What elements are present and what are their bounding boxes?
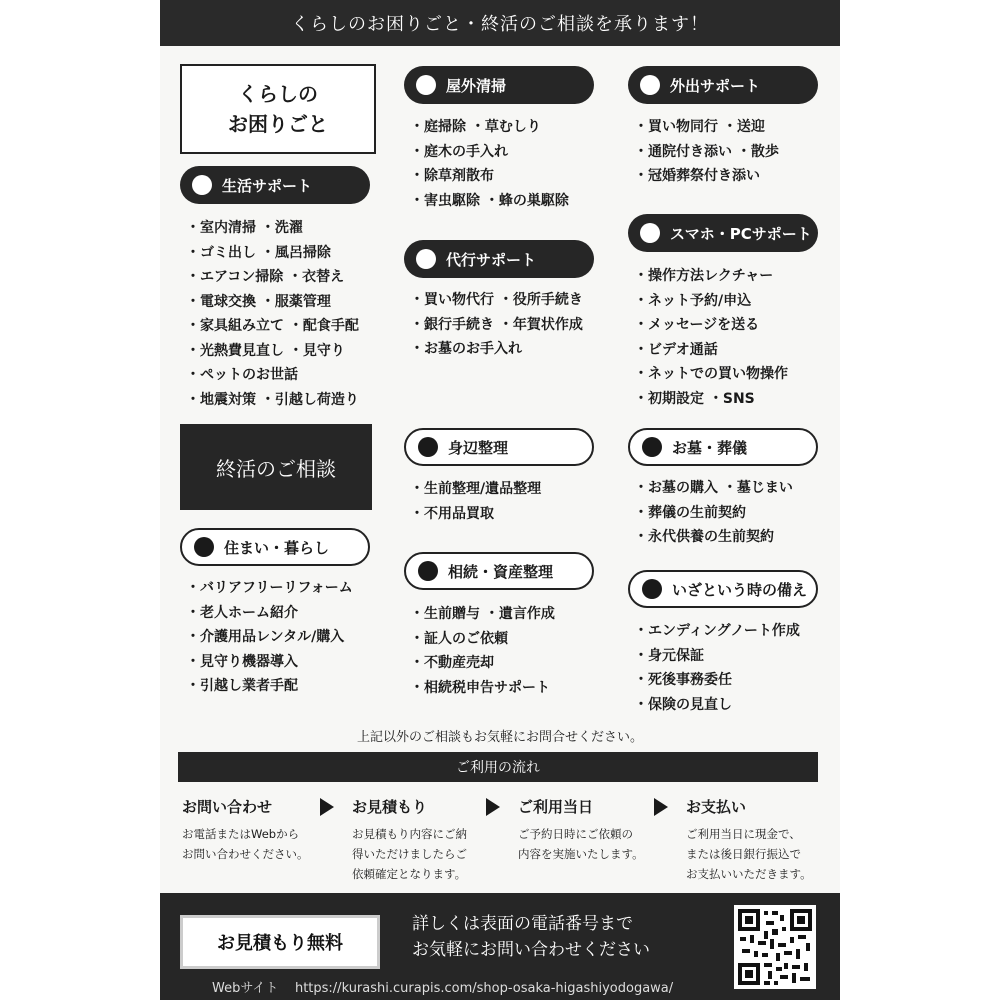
circle-icon [418, 437, 438, 457]
pill-gaishutsu [628, 66, 818, 104]
pill-seikatsu [180, 166, 370, 204]
website-label: Webサイト [212, 981, 279, 996]
list-ohaka [634, 476, 793, 550]
list-item: ・ メッセージを送る [634, 313, 788, 338]
list-item: ・ 葬儀の生前契約 [634, 501, 793, 526]
circle-icon [416, 249, 436, 269]
section-living-line1: くらしの [238, 82, 318, 106]
circle-icon [640, 223, 660, 243]
list-item: ・ ビデオ通話 [634, 338, 788, 363]
list-item: ・ 買い物代行 ・役所手続き [410, 288, 583, 313]
pill-sumaho [628, 214, 818, 252]
list-item: ・ 生前贈与 ・遺言作成 [410, 602, 555, 627]
list-item: ・ 光熱費見直し ・見守り [186, 339, 359, 364]
list-item: ・ エアコン掃除 ・衣替え [186, 265, 359, 290]
circle-icon [192, 175, 212, 195]
pill-okugai [404, 66, 594, 104]
pill-sumaho-label: スマホ・PCサポート [670, 224, 812, 243]
flyer-sheet [160, 0, 840, 1000]
flow-step-title: お見積もり [352, 798, 428, 816]
list-item: ・ 死後事務委任 [634, 668, 800, 693]
list-daiko [410, 288, 583, 362]
circle-icon [642, 579, 662, 599]
pill-sozoku-label: 相続・資産整理 [448, 562, 554, 581]
footer-band [160, 893, 840, 1000]
list-gaishutsu [634, 115, 779, 189]
list-item: ・ 保険の見直し [634, 693, 800, 718]
flow-step-payment [686, 796, 812, 884]
list-sumaho [634, 264, 788, 411]
flow-header [178, 752, 818, 782]
list-item: ・ 引越し業者手配 [186, 674, 353, 699]
circle-icon [194, 537, 214, 557]
list-item: ・ ペットのお世話 [186, 363, 359, 388]
list-item: ・ ネットでの買い物操作 [634, 362, 788, 387]
section-living-line2: お困りごと [228, 112, 328, 136]
flow-step-desc: ご予約日時にご依頼の 内容を実施いたします。 [518, 827, 644, 861]
list-item: ・ 操作方法レクチャー [634, 264, 788, 289]
list-item: ・ 庭木の手入れ [410, 140, 569, 165]
flow-step-title: お支払い [686, 798, 747, 816]
arrow-right-icon [320, 798, 334, 816]
free-estimate-badge [180, 915, 380, 969]
pill-sonae [628, 570, 818, 608]
header-banner [160, 0, 840, 46]
pill-gaishutsu-label: 外出サポート [670, 76, 761, 95]
pill-sozoku [404, 552, 594, 590]
pill-ohaka [628, 428, 818, 466]
list-item: ・ 通院付き添い ・散歩 [634, 140, 779, 165]
pill-sumai [180, 528, 370, 566]
pill-okugai-label: 屋外清掃 [446, 76, 507, 95]
pill-shinpen-label: 身辺整理 [448, 438, 509, 457]
flow-step-title: お問い合わせ [182, 798, 273, 816]
list-item: ・ 銀行手続き ・年賀状作成 [410, 313, 583, 338]
contact-cta: 詳しくは表面の電話番号まで お気軽にお問い合わせください [412, 914, 650, 960]
list-item: ・ 買い物同行 ・送迎 [634, 115, 779, 140]
flow-step-estimate [352, 796, 467, 884]
list-item: ・ 不用品買取 [410, 502, 541, 527]
circle-icon [640, 75, 660, 95]
pill-sonae-label: いざという時の備え [672, 580, 808, 599]
flow-step-title: ご利用当日 [518, 798, 594, 816]
circle-icon [418, 561, 438, 581]
list-item: ・ 見守り機器導入 [186, 650, 353, 675]
list-item: ・ エンディングノート作成 [634, 619, 800, 644]
list-item: ・ ゴミ出し ・風呂掃除 [186, 241, 359, 266]
flow-step-desc: お電話またはWebから お問い合わせください。 [182, 827, 309, 861]
website-url[interactable]: https://kurashi.curapis.com/shop-osaka-higashiyodogawa/ [294, 981, 674, 996]
website-line [212, 977, 673, 996]
pill-sumai-label: 住まい・暮らし [224, 538, 330, 557]
list-item: ・ 生前整理/遺品整理 [410, 477, 541, 502]
header-title: くらしのお困りごと・終活のご相談を承ります！ [291, 14, 709, 35]
section-living-troubles [180, 64, 376, 154]
list-item: ・ 室内清掃 ・洗濯 [186, 216, 359, 241]
list-sumai [186, 576, 353, 699]
qr-code-graphic [734, 905, 816, 989]
list-okugai [410, 115, 569, 213]
list-sonae [634, 619, 800, 717]
list-item: ・ 害虫駆除 ・蜂の巣駆除 [410, 189, 569, 214]
list-item: ・ 老人ホーム紹介 [186, 601, 353, 626]
qr-code-icon[interactable] [734, 905, 816, 989]
pill-seikatsu-label: 生活サポート [222, 176, 313, 195]
list-item: ・ 永代供養の生前契約 [634, 525, 793, 550]
list-item: ・ 初期設定 ・SNS [634, 387, 788, 412]
list-sozoku [410, 602, 555, 700]
list-item: ・ 地震対策 ・引越し荷造り [186, 388, 359, 413]
list-item: ・ ネット予約/申込 [634, 289, 788, 314]
list-shinpen [410, 477, 541, 526]
list-item: ・ 介護用品レンタル/購入 [186, 625, 353, 650]
pill-shinpen [404, 428, 594, 466]
list-item: ・ 庭掃除 ・草むしり [410, 115, 569, 140]
list-item: ・ 除草剤散布 [410, 164, 569, 189]
list-item: ・ 電球交換 ・服薬管理 [186, 290, 359, 315]
flow-step-desc: ご利用当日に現金で、 または後日銀行振込で お支払いいただきます。 [686, 827, 812, 881]
flow-title: ご利用の流れ [456, 760, 540, 776]
list-item: ・ 身元保証 [634, 644, 800, 669]
list-item: ・ 相続税申告サポート [410, 676, 555, 701]
pill-daiko [404, 240, 594, 278]
list-item: ・ お墓のお手入れ [410, 337, 583, 362]
list-seikatsu [186, 216, 359, 412]
flow-step-desc: お見積もり内容にご納 得いただけましたらご 依頼確定となります。 [352, 827, 467, 881]
list-item: ・ 証人のご依頼 [410, 627, 555, 652]
arrow-right-icon [654, 798, 668, 816]
free-estimate-label: お見積もり無料 [217, 933, 343, 954]
circle-icon [642, 437, 662, 457]
list-item: ・ 家具組み立て ・配食手配 [186, 314, 359, 339]
flow-step-service-day [518, 796, 644, 864]
pill-ohaka-label: お墓・葬儀 [672, 438, 748, 457]
flow-step-inquiry [182, 796, 309, 864]
list-item: ・ お墓の購入 ・墓じまい [634, 476, 793, 501]
arrow-right-icon [486, 798, 500, 816]
list-item: ・ 不動産売却 [410, 651, 555, 676]
circle-icon [416, 75, 436, 95]
section-end-of-life [180, 424, 372, 510]
list-item: ・ 冠婚葬祭付き添い [634, 164, 779, 189]
section-end-of-life-title: 終活のご相談 [216, 456, 336, 481]
list-item: ・ バリアフリーリフォーム [186, 576, 353, 601]
pill-daiko-label: 代行サポート [446, 250, 537, 269]
other-inquiries-note: 上記以外のご相談もお気軽にお問合せください。 [356, 730, 643, 745]
